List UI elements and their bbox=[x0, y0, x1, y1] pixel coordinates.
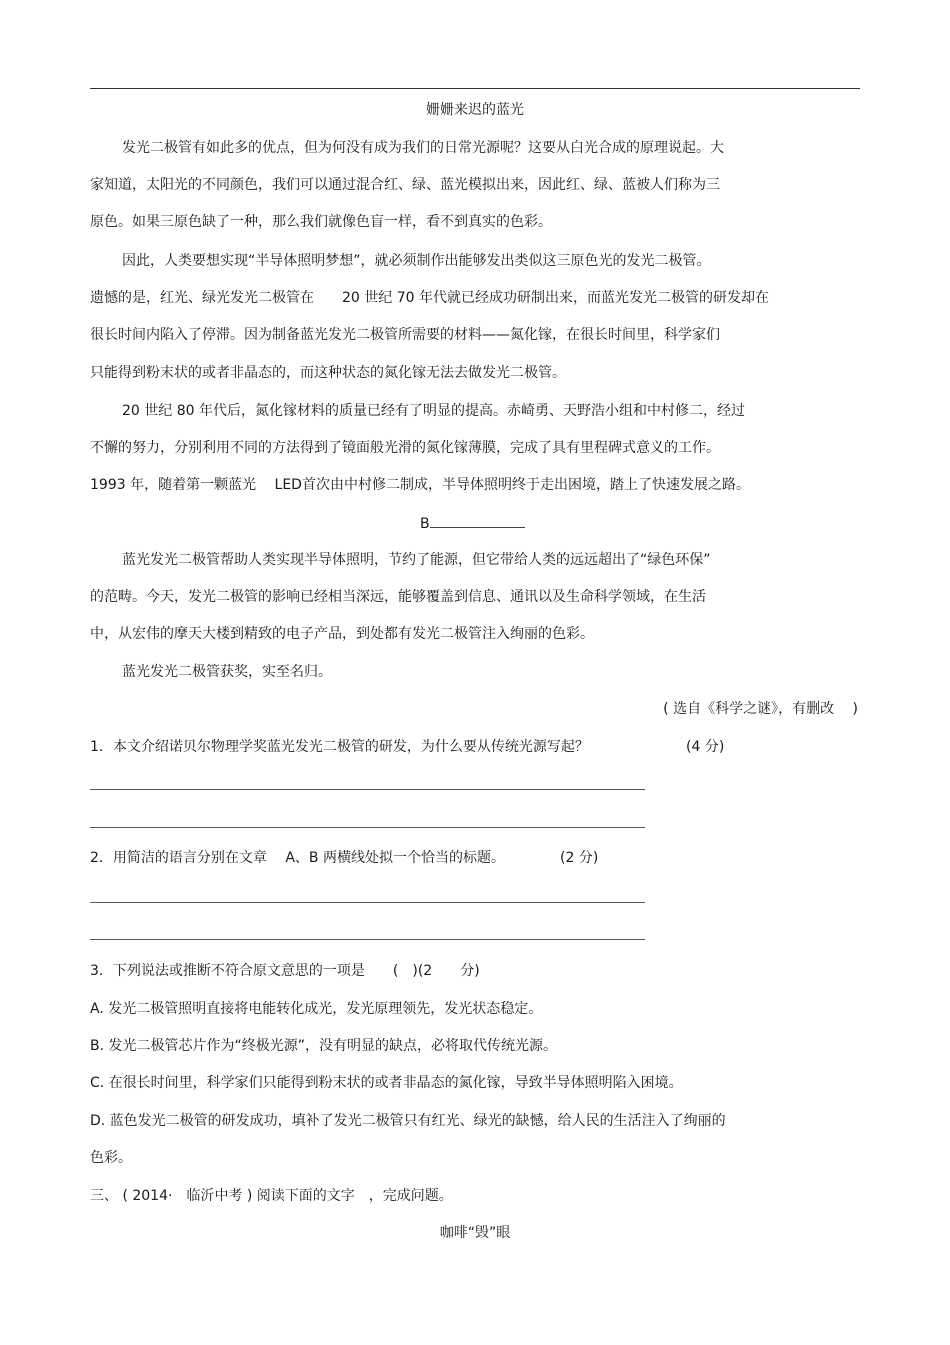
next-article-title: 咖啡“毁”眼 bbox=[439, 1225, 511, 1241]
title-b-blank bbox=[430, 513, 525, 528]
paragraph-line: 蓝光发光二极管帮助人类实现半导体照明，节约了能源，但它带给人类的远远超出了“绿色环保” bbox=[122, 552, 711, 568]
top-rule bbox=[90, 88, 860, 89]
answer-line[interactable] bbox=[90, 939, 645, 940]
section-title-a: 姗姗来迟的蓝光 bbox=[426, 102, 524, 118]
part-three-heading: 三、 ( 2014· 临沂中考 ) 阅读下面的文字 ，完成问题。 bbox=[90, 1188, 453, 1204]
paragraph-line: 中，从宏伟的摩天大楼到精致的电子产品，到处都有发光二极管注入绚丽的色彩。 bbox=[90, 626, 594, 642]
paragraph-line: 因此，人类要想实现“半导体照明梦想”，就必须制作出能够发出类似这三原色光的发光二极管。 bbox=[122, 253, 711, 269]
paragraph-line: 的范畴。今天，发光二极管的影响已经相当深远，能够覆盖到信息、通讯以及生命科学领域，在生活 bbox=[90, 589, 706, 605]
question-1-score: (4 分) bbox=[686, 739, 725, 755]
source-note: ( 选自《科学之谜》，有删改 ) bbox=[663, 701, 858, 717]
section-title-b bbox=[420, 513, 525, 533]
answer-line[interactable] bbox=[90, 827, 645, 828]
option-d[interactable]: D. 蓝色发光二极管的研发成功，填补了发光二极管只有红光、绿光的缺憾，给人民的生活注入了绚丽的 bbox=[90, 1113, 726, 1129]
option-b[interactable]: B. 发光二极管芯片作为“终极光源”，没有明显的缺点，必将取代传统光源。 bbox=[90, 1038, 558, 1054]
question-3: 3．下列说法或推断不符合原文意思的一项是 ( )(2 分) bbox=[90, 963, 480, 979]
paragraph-line: 1993 年，随着第一颗蓝光 LED首次由中村修二制成，半导体照明终于走出困境，踏上了快速发展之路。 bbox=[90, 477, 750, 493]
paragraph-line: 遗憾的是，红光、绿光发光二极管在 20 世纪 70 年代就已经成功研制出来，而蓝光发光二极管的研发却在 bbox=[90, 290, 769, 306]
option-a[interactable]: A. 发光二极管照明直接将电能转化成光，发光原理领先，发光状态稳定。 bbox=[90, 1001, 543, 1017]
paragraph-line: 发光二极管有如此多的优点，但为何没有成为我们的日常光源呢？这要从白光合成的原理说起。大 bbox=[122, 140, 724, 156]
paragraph-line: 很长时间内陷入了停滞。因为制备蓝光发光二极管所需要的材料——氮化镓，在很长时间里，科学家们 bbox=[90, 327, 720, 343]
question-2-score: (2 分) bbox=[560, 850, 599, 866]
answer-line[interactable] bbox=[90, 902, 645, 903]
paragraph-line: 原色。如果三原色缺了一种，那么我们就像色盲一样，看不到真实的色彩。 bbox=[90, 214, 552, 230]
title-b-label: B bbox=[420, 516, 430, 532]
paragraph-line: 20 世纪 80 年代后，氮化镓材料的质量已经有了明显的提高。赤崎勇、天野浩小组和中村修二，经过 bbox=[122, 403, 745, 419]
paragraph-line: 蓝光发光二极管获奖，实至名归。 bbox=[122, 664, 332, 680]
paragraph-line: 家知道，太阳光的不同颜色，我们可以通过混合红、绿、蓝光模拟出来，因此红、绿、蓝被人们称为三 bbox=[90, 177, 720, 193]
option-d-continued: 色彩。 bbox=[90, 1150, 132, 1166]
question-2: 2．用简洁的语言分别在文章 A、B 两横线处拟一个恰当的标题。 bbox=[90, 850, 505, 866]
option-c[interactable]: C. 在很长时间里，科学家们只能得到粉末状的或者非晶态的氮化镓，导致半导体照明陷入困境。 bbox=[90, 1075, 683, 1091]
question-1: 1．本文介绍诺贝尔物理学奖蓝光发光二极管的研发，为什么要从传统光源写起？ bbox=[90, 739, 589, 755]
paragraph-line: 只能得到粉末状的或者非晶态的，而这种状态的氮化镓无法去做发光二极管。 bbox=[90, 365, 566, 381]
answer-line[interactable] bbox=[90, 789, 645, 790]
paragraph-line: 不懈的努力，分别利用不同的方法得到了镜面般光滑的氮化镓薄膜，完成了具有里程碑式意义的工作。 bbox=[90, 440, 720, 456]
